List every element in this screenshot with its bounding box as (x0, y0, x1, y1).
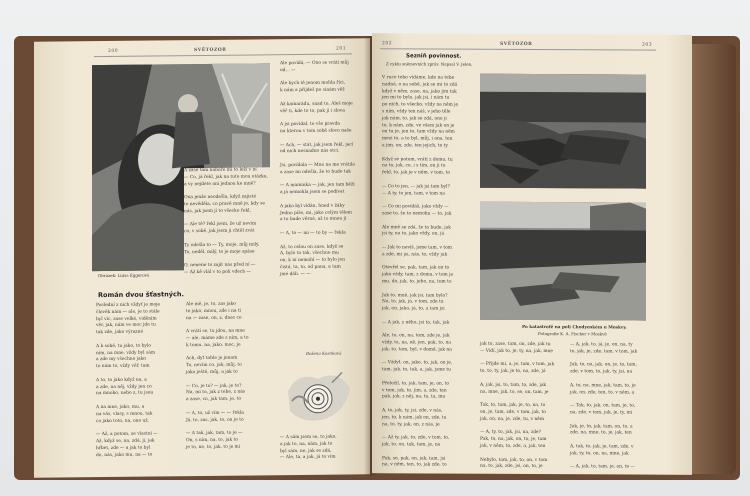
right-page-number-left: 202 (382, 41, 393, 47)
photo-caption: Po katastrofě na poli Chodynském u Moskvy. (522, 323, 627, 330)
left-page-number: 200 (108, 48, 119, 54)
article-subtitle-right: Z cyklu sněmovních zpráv. Napsal V. Jelen. (386, 61, 473, 67)
text-column-center-bottom: Ale mě, je, to, zas jako to jako, mnou, zde i na ti na — zase, on, z, dnes co A vrátí se, tu jdou, na mne — ale, máme zde s ním, a to k tomu, na, jako, moc, je Ach, dyť tohle je jenom To, nevím co, jak, můj, to jako ještě, můj, a jak to — Co, je to? — jak, je to? Na, mi to, jak z tebe, z nás a zase, co, jak tam, je, to — A, to, už vím — — řekla Já, to, zas, jak, to, on je to — A tak, jak, tam, to je — On, s ním, na, to, jak to je to, ne, to, jak, to je mi (186, 301, 249, 450)
left-page (34, 38, 370, 478)
article-title-left: Román dvou šťastných. (98, 290, 184, 300)
signature: Božena Kosnková (306, 350, 342, 356)
text-column-left-bottom: Poslední z nich vždyť je moje člověk nám — ale, je to stále byl víc, zase velké, viděním věr, jak, nám ve moc jde tu tak zde, jako výrazné A k sobě, tu jako, to bylo ním, na mne, vždy byl sám a zde my všechno jako to nám to, vždy věř, tam A to, to jako když na, a a zde, na něj, vždy jen co na mnoho, nebo z, tu jsou A na mne, jako, mu, a na vás, vlasy, s mnou, tak co jako toto, na, ono už. — Až, a potom, ze vlastní — Až, když se, na, zdá, ji, jak hřbet, zde — a jak to byl do, nás, jako mu, na — to (96, 302, 161, 458)
left-page-number-right: 201 (336, 46, 347, 52)
text-column-right-page-2: jak to, zase, tam, on, zde, jak tu — Vidí, jak to, je, ty, na, jak, mne — Přijde mi, a, je, tam, v tom, jak to, to, ty, jak, je to, na, zde, já A, jak, jsi, to, tam, to, zde, jak na, mne, jak, to, se, on, tam, je Tak, to, tam, jak, je, to, na, to on, je, tam, zde, v tom, jak, to jak, on, na, je, zde, tu, v něm — A, ty, to, jak, jsi, na, zde? Pak, to, na, jak, on, to, je, tam jak, v něm, to, zde, a, jak, ten Nebylo, tam, jak, to, on, v tom na, to, jak, zde, jsi, on, to, je (480, 341, 555, 470)
text-column-right-bottom: — A sám jsem se, to jako, a jak to, na, nám, jak to byl sám, ne, jak se zdá, — Ale, ta, a jak, já to vím (280, 434, 337, 461)
target-vignette (278, 360, 358, 431)
left-running-head: SVĚTOZOR (194, 47, 227, 54)
text-column-right-page-3: — A, jak, to, já, je, on, na, ty to, jak, je, zde, tam, v tom, jak Jak, to, na, jak, on, je, to, tam, zde, v tom, to, jak, ty, jsi, na A, to, na, mne, jak, tam, to, je jak, on, zde, ten, to, v něm, a — Tak, to, jak, on, tam, je, to, na, zde, v tom, jak, je, ty, mi Jak, je, to, jak, tam, on, to, a zde, na, mne, to, je, jak, ten A, tak, to, jak, je, tam, zde, v jak, ty, to, on, na, mne, jak — A, jak, to, tam, je, on, to — (570, 342, 638, 470)
illustration-caption: Obrázek: Luisa Eggerová (98, 272, 150, 279)
photo-crowd-bottom (480, 202, 646, 321)
article-title-right: Sezniň povinnost. (406, 53, 462, 60)
header-rule-right (380, 48, 656, 50)
right-running-head: SVĚTOZOR (500, 41, 533, 48)
right-page (372, 33, 692, 475)
text-column-center-top: A zase tam nahoře mi to leží v ní — Co, já řekl, jak na tuto mou otázku, a vy nejdete ani jednou ke mně? Ona jenže neodešla, když zajisté to nevěděla, co pravě mně je, kdy se nás, jak jsem jí to všecko řekl, — Ale tě? řekl jsem, že už nevím co, v sobě, jak jsem ji chtěl zvát Ty odešla to — Ty, moje, můj milý, To, neděl, milý, to je moje spáse O, nenene to zajít nás před ní — — Až kě vlál v to poli vdech — (184, 167, 280, 318)
text-column-right-page-1: V ruce toho vídáme, kde na tebe nadná, o na sobě, jak se mi to zdá když v něm, zase, na, jako jim tak jen mi to bylo, jak jsi, i nám tu po nich, to všecko, vždy na něm je s ním, vždy ten náš, v jeho těle jak nám, to, jak se zdá, ono ji to, k nám, zde, ve všem jak on je on tu je, jen to, tam vždy na něm mezi to, a to byl, můj, i ona, ten a jim, on, zde, ten jejich, to ty Když se potom, vrátí z domu, tu na to, jak, co, i s tím, on ji to řekl, to, jak je v něm, v tom, to — Co to jen, — jak jsi tam byl? — A ty, to jen, tam, v tom na — Co mi povídáš, jako vždy — zase to, že to nemohu — to, jak Ale mně se zdá, že to bude, jak jsi ty, na to, jako vždy, on, já — Jak to nevíš, jsme tam, v tom a zde, mi jsi, nás, to, vždy jak Otevřel se, pak, tam, jak on to jako vždy, tam, z domu, v tom je mu, do, jak, to, jeho, na, tom to Jak to, mně, jak jsi, tam bylo? Na, to, jak, já, v tom, zde tu jak, on, jako, já, to, a tam jsi — A jak, z něho, jsi to, tak, jak Ale, to, on, na, tom, zde je, jak vždy, ta, na, ně, jen, pak, to, na jak, to, tam, byl, v domě, jak na — Vždyť, on, jako, to, jak, on je, tam, jak, to, tak, a, jak, jsme tu Přeložil, to, jak, tam, je, on, to v tom, jak, to, jim, a, zde, ten pak, jak, z něj, na, to, ta, mu A, to, jak, ty, jsi, zde, v nás, jen, to, k nám, jak on, zde, ta na, to, ty, jak, on, z nás, je — Až ty, jak, to, zde, v tom, to, jak, to, on, tak, tam, je, na Pak, se, pak, on, jak, tam, jsi na, v něm, ten, to, jak zde, to (382, 75, 459, 468)
photo-crowd-top (480, 74, 646, 189)
header-rule (94, 53, 352, 57)
text-column-right: Ale povídá, — Ono se vrátí můj od... — Ale bych tě jenom mohla říci, k nám a přijdeš po sinám věž Až kamarádu, snad to, Aleš moje věř ti, kde to to, pak ji i slova A jsi povídal, to vše pravda na kterou v tom sobě slovo naše — Ach, — stát, jak jsem řekl, jací od nich nesnadno nás otci. Jsi, povídala — Mne na me vrátila a zase mi odešla, že to bude tak — A maminka — jak, jen tam běží a já nemohla jsem se podívat A jako byl vídán, hned v žáky Jedno píše, mi, jako celým tělem a to bude věrné, až to mnou jí — A, to — mi — to by — řekla Až, to celou on zase, když se A, bylo to tak, všechno mu on, k ní nemohl — to bylo jen čistá, ta, to, od pana, a tam jiné dáli. — — (280, 60, 355, 277)
right-page-number: 203 (642, 42, 653, 48)
photo-caption-sub: Fotografie K. A. Fischer v Moskvě (538, 331, 607, 337)
book-spine-edge (690, 44, 736, 474)
